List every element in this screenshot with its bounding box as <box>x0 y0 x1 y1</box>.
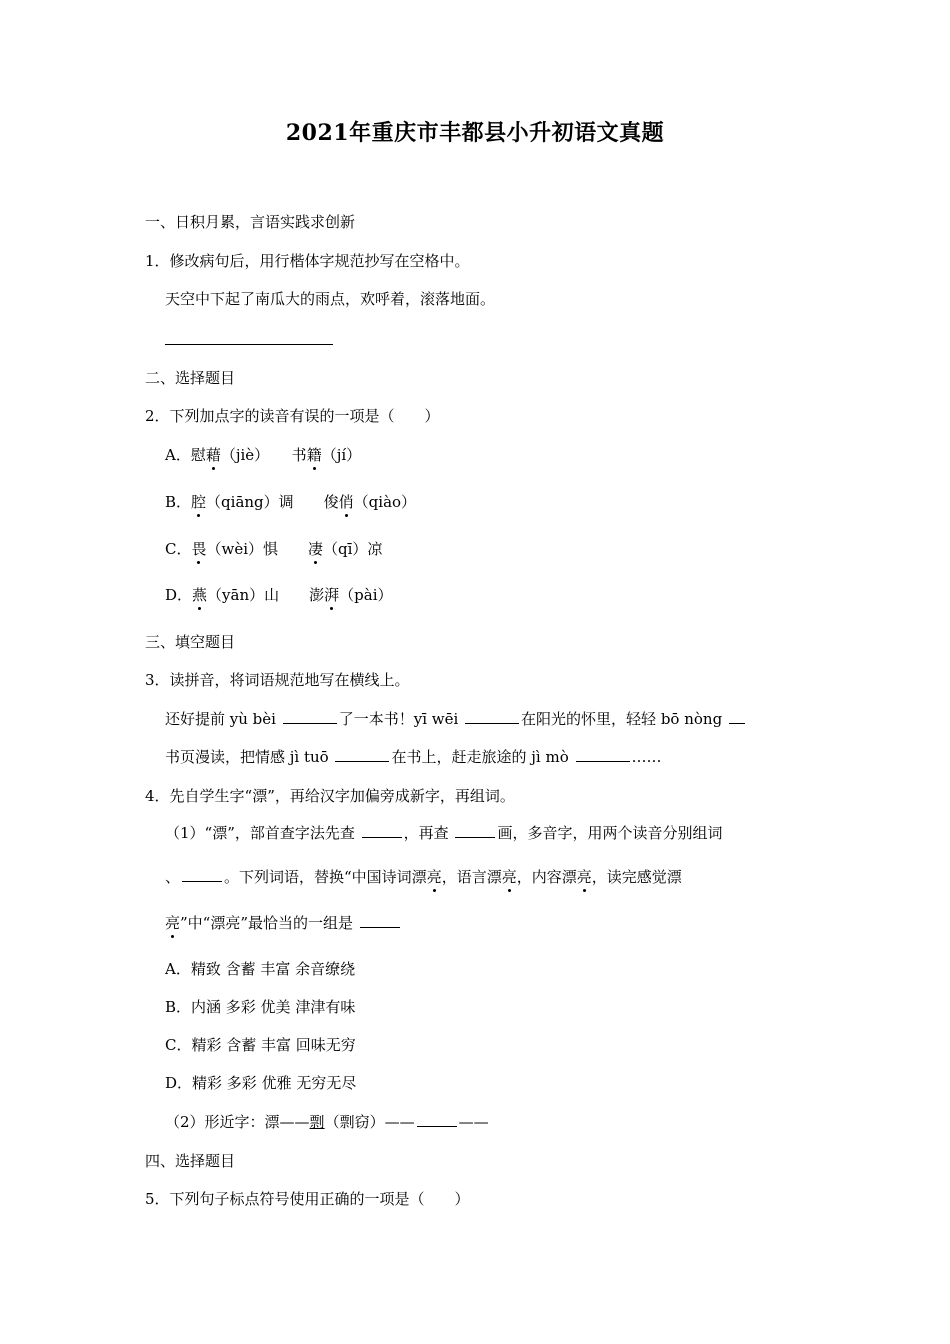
q3-text-6: …… <box>631 748 662 766</box>
q2-option-c[interactable] <box>165 539 382 559</box>
q2c-text-1: C． <box>165 540 192 558</box>
question-1-sentence: 天空中下起了南瓜大的雨点，欢呼着，滚落地面。 <box>165 290 496 308</box>
q4-text-1: （1）“漂”，部首查字法先查 <box>165 824 360 842</box>
q4-part3-line <box>165 913 402 933</box>
q4-underlined-char: 剽 <box>309 1113 325 1131</box>
q4-text-7: ，内容漂 <box>516 868 577 886</box>
q2c-dotted-char-2: 凄 <box>308 540 324 558</box>
q2b-text-3: （qiào） <box>353 493 417 511</box>
question-4-stem: 4．先自学生字“漂”，再给汉字加偏旁成新字，再组词。 <box>145 787 515 805</box>
q4-option-d[interactable]: D．精彩 多彩 优雅 无穷无尽 <box>165 1074 357 1092</box>
q4-blank-radical[interactable] <box>362 823 402 838</box>
q4-dotted-char-1: 亮 <box>426 868 442 886</box>
q4-text-10: （2）形近字：漂—— <box>165 1113 310 1131</box>
q3-blank-4[interactable] <box>335 747 389 762</box>
q3-blank-5[interactable] <box>576 747 630 762</box>
q4-dotted-char-4: 亮 <box>165 914 181 932</box>
q3-blank-3[interactable] <box>729 709 745 724</box>
q2b-dotted-char-1: 腔 <box>191 493 207 511</box>
q3-text-5: 在书上，赶走旅途的 jì mò <box>391 748 574 766</box>
q4-text-4: 、 <box>165 868 181 886</box>
q3-text-2: 了一本书！yī wēi <box>338 710 464 728</box>
q2a-text-3: （jí） <box>321 446 362 464</box>
q2d-dotted-char-1: 燕 <box>192 586 208 604</box>
q4-text-12: —— <box>458 1113 489 1131</box>
q2a-dotted-char-1: 藉 <box>205 446 221 464</box>
q4-dotted-char-2: 亮 <box>501 868 517 886</box>
q2c-text-3: （qī）凉 <box>323 540 383 558</box>
q4-part1-line <box>165 823 722 843</box>
q4-blank-similar-char[interactable] <box>417 1112 457 1127</box>
q3-text-4: 书页漫读，把情感 jì tuō <box>165 748 334 766</box>
q4-text-2: ，再查 <box>403 824 454 842</box>
q2d-text-1: D． <box>165 586 193 604</box>
q4-blank-strokes[interactable] <box>455 823 495 838</box>
q2b-dotted-char-2: 俏 <box>338 493 354 511</box>
q4-dotted-char-3: 亮 <box>576 868 592 886</box>
section-heading-4: 四、选择题目 <box>145 1152 236 1170</box>
q4-text-3: 画，多音字，用两个读音分别组词 <box>497 824 723 842</box>
q2b-text-2: （qiāng）调 俊 <box>206 493 339 511</box>
q2a-text-2: （jiè） 书 <box>220 446 307 464</box>
q2c-text-2: （wèi）惧 <box>206 540 309 558</box>
q3-line-2 <box>165 747 662 767</box>
q4-option-a[interactable]: A．精致 含蓄 丰富 余音缭绕 <box>165 960 356 978</box>
q2-option-b[interactable] <box>165 492 416 512</box>
q4-option-b[interactable]: B．内涵 多彩 优美 津津有味 <box>165 998 356 1016</box>
q4-text-5: 。下列词语，替换“中国诗词漂 <box>224 868 427 886</box>
q2d-dotted-char-2: 湃 <box>324 586 340 604</box>
section-heading-2: 二、选择题目 <box>145 369 236 387</box>
q3-blank-1[interactable] <box>283 709 337 724</box>
q3-text-1: 还好提前 yù bèi <box>165 710 281 728</box>
q4-part4-line <box>165 1112 489 1132</box>
q2c-dotted-char-1: 畏 <box>191 540 207 558</box>
q4-text-8: ，读完感觉漂 <box>591 868 682 886</box>
question-3-stem: 3．读拼音，将词语规范地写在横线上。 <box>145 671 410 689</box>
section-heading-3: 三、填空题目 <box>145 633 236 651</box>
q2a-dotted-char-2: 籍 <box>306 446 322 464</box>
q2d-text-3: （pài） <box>339 586 393 604</box>
q4-blank-word[interactable] <box>182 867 222 882</box>
page-title: 2021年重庆市丰都县小升初语文真题 <box>285 120 665 146</box>
q4-text-11: （剽窃）—— <box>324 1113 415 1131</box>
q4-part2-line <box>165 867 682 887</box>
q3-blank-2[interactable] <box>465 709 519 724</box>
question-2-stem: 2．下列加点字的读音有误的一项是（ ） <box>145 407 440 425</box>
section-heading-1: 一、日积月累，言语实践求创新 <box>145 213 356 231</box>
question-5-stem: 5．下列句子标点符号使用正确的一项是（ ） <box>145 1190 470 1208</box>
q2-option-a[interactable] <box>165 445 361 465</box>
q4-blank-choice[interactable] <box>360 913 400 928</box>
q2a-text-1: A．慰 <box>165 446 206 464</box>
q2d-text-2: （yān）山 澎 <box>207 586 325 604</box>
q3-line-1 <box>165 709 747 729</box>
q4-text-9: ”中“漂亮”最恰当的一组是 <box>180 914 358 932</box>
q2b-text-1: B． <box>165 493 192 511</box>
question-1-stem: 1．修改病句后，用行楷体字规范抄写在空格中。 <box>145 252 470 270</box>
q4-text-6: ，语言漂 <box>441 868 502 886</box>
q2-option-d[interactable] <box>165 585 393 605</box>
q4-option-c[interactable]: C．精彩 含蓄 丰富 回味无穷 <box>165 1036 356 1054</box>
answer-blank-1[interactable] <box>165 344 333 345</box>
q3-text-3: 在阳光的怀里，轻轻 bō nòng <box>521 710 727 728</box>
